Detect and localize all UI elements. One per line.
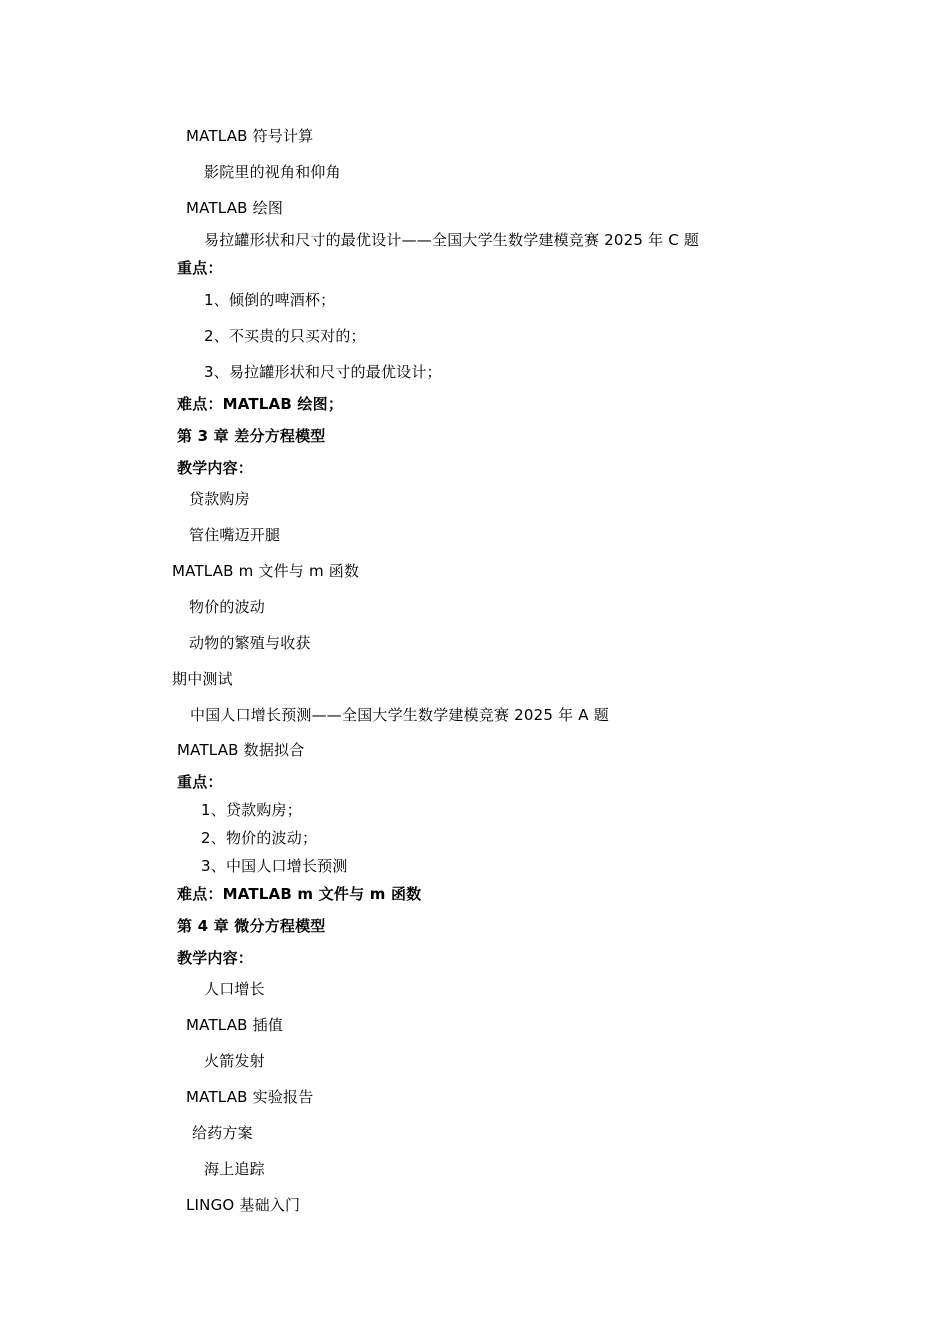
key-point-2-2: 2、物价的波动； [201, 829, 318, 847]
chapter-3-title: 第 3 章 差分方程模型 [177, 427, 326, 445]
text-line-matlab-report: MATLAB 实验报告 [186, 1088, 314, 1106]
key-point-2: 2、不买贵的只买对的； [204, 327, 366, 345]
text-line-midterm: 期中测试 [172, 670, 233, 688]
text-line-matlab-fitting: MATLAB 数据拟合 [177, 741, 305, 759]
text-line-population-growth: 人口增长 [204, 980, 265, 998]
section-key-points-2: 重点： [177, 773, 223, 791]
text-line-animal: 动物的繁殖与收获 [189, 634, 311, 652]
section-key-points: 重点： [177, 259, 223, 277]
section-teaching-content-2: 教学内容： [177, 949, 254, 967]
key-point-3: 3、易拉罐形状和尺寸的最优设计； [204, 363, 442, 381]
text-line-price: 物价的波动 [189, 598, 266, 616]
text-line-matlab-symbolic: MATLAB 符号计算 [186, 127, 314, 145]
text-line-matlab-mfile: MATLAB m 文件与 m 函数 [172, 562, 360, 580]
text-line-cinema-angles: 影院里的视角和仰角 [204, 163, 341, 181]
text-line-matlab-plot: MATLAB 绘图 [186, 199, 284, 217]
text-line-sea-tracking: 海上追踪 [204, 1160, 265, 1178]
text-line-dosage: 给药方案 [192, 1124, 253, 1142]
text-line-rocket: 火箭发射 [204, 1052, 265, 1070]
chapter-4-title: 第 4 章 微分方程模型 [177, 917, 326, 935]
section-difficulty-2: 难点：MATLAB m 文件与 m 函数 [177, 885, 422, 903]
text-line-loan: 贷款购房 [189, 490, 250, 508]
section-teaching-content: 教学内容： [177, 459, 254, 477]
section-difficulty: 难点：MATLAB 绘图； [177, 395, 344, 413]
text-line-can-design: 易拉罐形状和尺寸的最优设计——全国大学生数学建模竞赛 2025 年 C 题 [204, 231, 700, 249]
key-point-1: 1、倾倒的啤酒杯； [204, 291, 336, 309]
key-point-2-3: 3、中国人口增长预测 [201, 857, 348, 875]
key-point-2-1: 1、贷款购房； [201, 801, 302, 819]
text-line-matlab-interp: MATLAB 插值 [186, 1016, 284, 1034]
text-line-diet: 管住嘴迈开腿 [189, 526, 281, 544]
text-line-lingo: LINGO 基础入门 [186, 1196, 301, 1214]
text-line-population-prediction: 中国人口增长预测——全国大学生数学建模竞赛 2025 年 A 题 [190, 706, 609, 724]
